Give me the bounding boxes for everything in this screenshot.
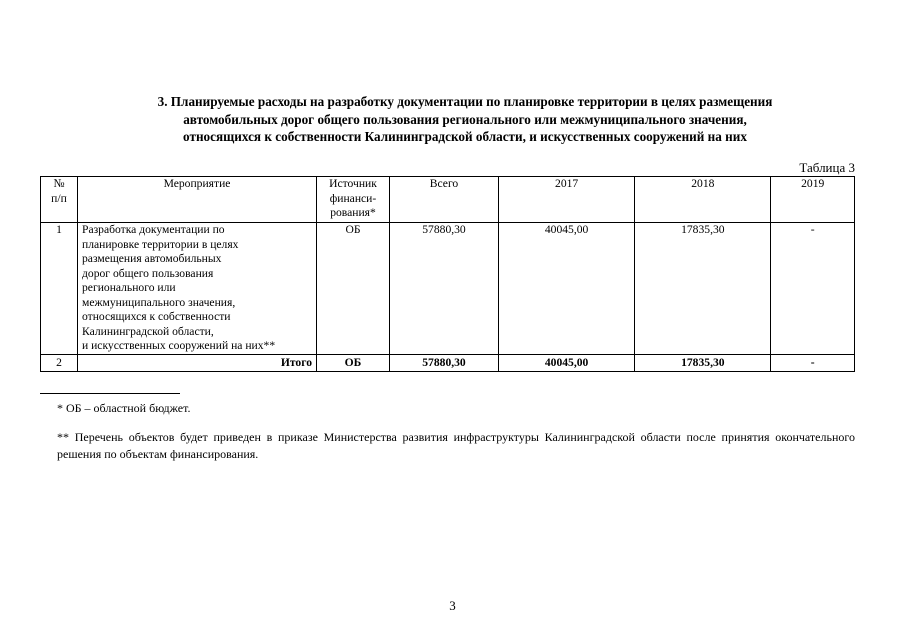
table-label: Таблица 3 (799, 160, 855, 175)
row1-2019: - (771, 223, 855, 355)
row2-2017: 40045,00 (499, 354, 635, 371)
header-2018: 2018 (635, 177, 771, 223)
row2-total-label: Итого (78, 354, 317, 371)
heading-line-3: относящихся к собственности Калининградской области, и искусственных сооружений на них (183, 129, 747, 144)
row1-event-line: межмуниципального значения, (82, 295, 236, 309)
row1-num: 1 (41, 223, 78, 355)
row1-event-line: относящихся к собственности (82, 310, 231, 323)
row1-event (78, 223, 317, 355)
footnote-2: ** Перечень объектов будет приведен в приказе Министерства развития инфраструктуры Калининградской области после принятия окончательного решения по объектам финансирования. (57, 430, 855, 461)
header-event: Мероприятие (78, 177, 317, 223)
footnote-divider (40, 393, 180, 394)
header-source-line1: Источник (329, 177, 377, 190)
row2-2018: 17835,30 (635, 354, 771, 371)
page-number: 3 (449, 598, 456, 613)
header-2017: 2017 (499, 177, 635, 223)
header-source-line2: финанси- (329, 191, 377, 205)
row2-total: 57880,30 (390, 354, 499, 371)
row1-event-line: регионального или (82, 281, 176, 294)
section-heading (60, 93, 870, 146)
header-source-line3: рования* (330, 206, 376, 219)
row1-2017: 40045,00 (499, 223, 635, 355)
row1-event-line: Разработка документации по (82, 223, 225, 236)
row1-event-line: и искусственных сооружений на них** (82, 339, 276, 352)
table-header-row (41, 177, 855, 223)
table-row (41, 223, 855, 355)
header-source (317, 177, 390, 223)
row1-event-line: дорог общего пользования (82, 266, 214, 280)
header-num (41, 177, 78, 223)
row1-event-line: планировке территории в целях (82, 237, 239, 251)
heading-line-1: 3. Планируемые расходы на разработку документации по планировке территории в целях размещения (157, 94, 773, 109)
header-total: Всего (390, 177, 499, 223)
row2-num: 2 (41, 354, 78, 371)
row1-2018: 17835,30 (635, 223, 771, 355)
header-num-line1: № (53, 177, 65, 190)
row2-2019: - (771, 354, 855, 371)
footnote-1: * ОБ – областной бюджет. (57, 401, 191, 415)
row1-source: ОБ (317, 223, 390, 355)
table-row (41, 354, 855, 371)
row1-event-line: Калининградской области, (82, 324, 214, 338)
row1-event-line: размещения автомобильных (82, 252, 222, 265)
expenses-table (40, 176, 855, 372)
header-num-line2: п/п (51, 191, 67, 205)
heading-line-2: автомобильных дорог общего пользования регионального или межмуниципального значения, (183, 111, 747, 127)
row1-total: 57880,30 (390, 223, 499, 355)
row2-source: ОБ (317, 354, 390, 371)
header-2019: 2019 (771, 177, 855, 223)
